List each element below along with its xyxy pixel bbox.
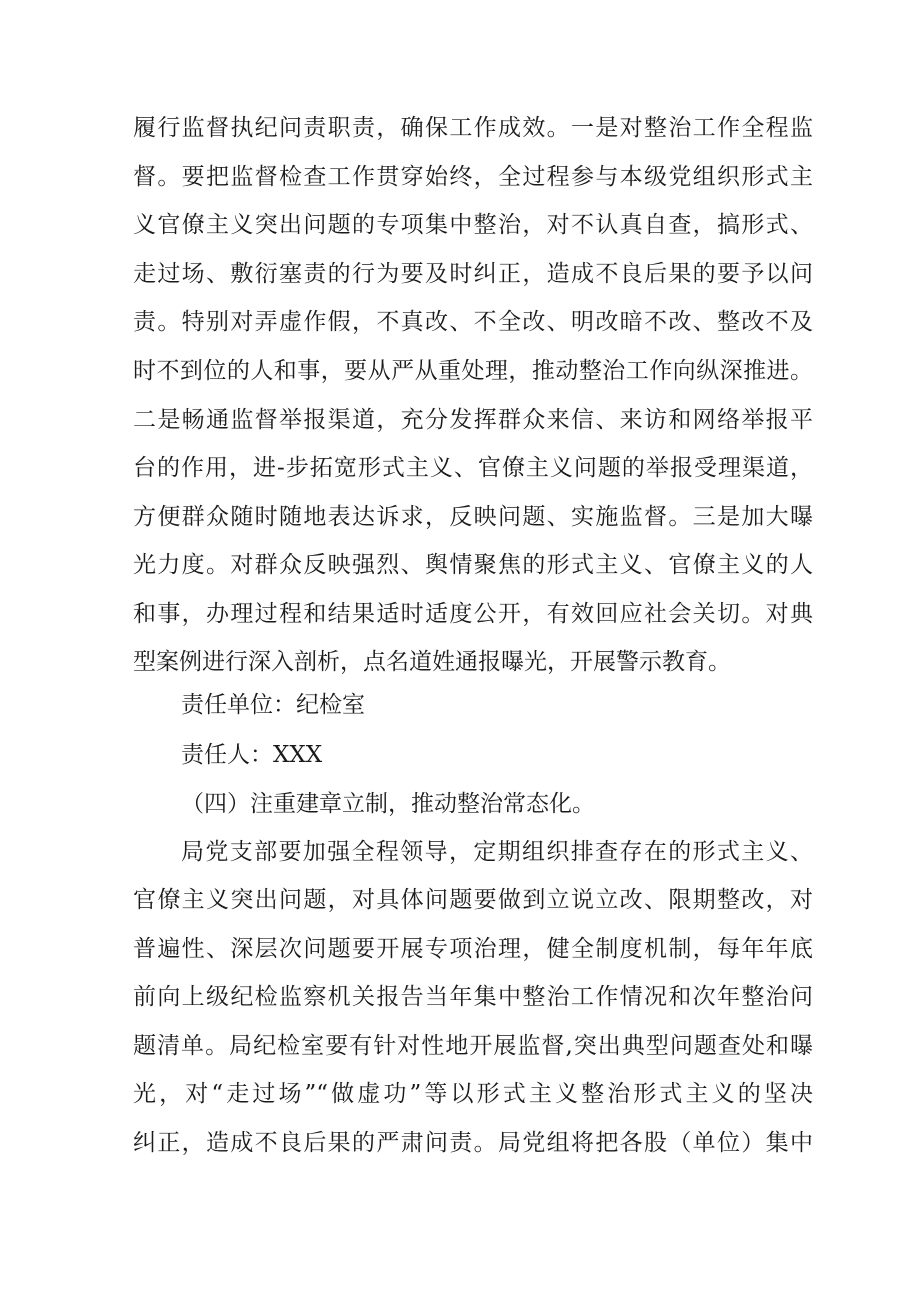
paragraph-line: 官僚主义突出问题，对具体问题要做到立说立改、限期整改，对 (133, 887, 813, 913)
paragraph-line: 普遍性、深层次问题要开展专项治理，健全制度机制，每年年底 (133, 936, 813, 962)
paragraph-line: 走过场、敷衍塞责的行为要及时纠正，造成不良后果的要予以问 (133, 261, 813, 287)
paragraph-line: 前向上级纪检监察机关报告当年集中整治工作情况和次年整治问 (133, 984, 813, 1010)
paragraph-line: 光，对“走过场”“做虚功”等以形式主义整治形式主义的坚决 (133, 1081, 813, 1107)
paragraph-line: 纠正，造成不良后果的严肃问责。局党组将把各股（单位）集中 (133, 1130, 813, 1156)
paragraph-line: 二是畅通监督举报渠道，充分发挥群众来信、来访和网络举报平 (133, 407, 813, 433)
paragraph-line: 督。要把监督检查工作贯穿始终，全过程参与本级党组织形式主 (133, 164, 813, 190)
paragraph-line: 义官僚主义突出问题的专项集中整治，对不认真自查，搞形式、 (133, 212, 813, 238)
paragraph-line: 局党支部要加强全程领导，定期组织排查存在的形式主义、 (181, 839, 813, 865)
paragraph-line: 履行监督执纪问责职责，确保工作成效。一是对整治工作全程监 (133, 115, 813, 141)
paragraph-line: 和事，办理过程和结果适时适度公开，有效回应社会关切。对典 (133, 601, 813, 627)
paragraph-line: 光力度。对群众反映强烈、舆情聚焦的形式主义、官僚主义的人 (133, 552, 813, 578)
section-heading: （四）注重建章立制，推动整治常态化。 (181, 791, 595, 817)
paragraph-line: 方便群众随时随地表达诉求，反映问题、实施监督。三是加大曝 (133, 504, 813, 530)
paragraph-line: 台的作用，进-步拓宽形式主义、官僚主义问题的举报受理渠道， (133, 455, 813, 481)
paragraph-line: 题清单。局纪检室要有针对性地开展监督,突出典型问题查处和曝 (133, 1033, 813, 1059)
responsible-unit: 责任单位：纪检室 (181, 692, 365, 718)
paragraph-line: 时不到位的人和事，要从严从重处理，推动整治工作向纵深推进。 (133, 358, 813, 384)
paragraph-line: 责。特别对弄虚作假，不真改、不全改、明改暗不改、整改不及 (133, 309, 813, 335)
paragraph-line: 型案例进行深入剖析，点名道姓通报曝光，开展警示教育。 (133, 649, 731, 675)
responsible-person: 责任人：XXX (181, 742, 323, 768)
